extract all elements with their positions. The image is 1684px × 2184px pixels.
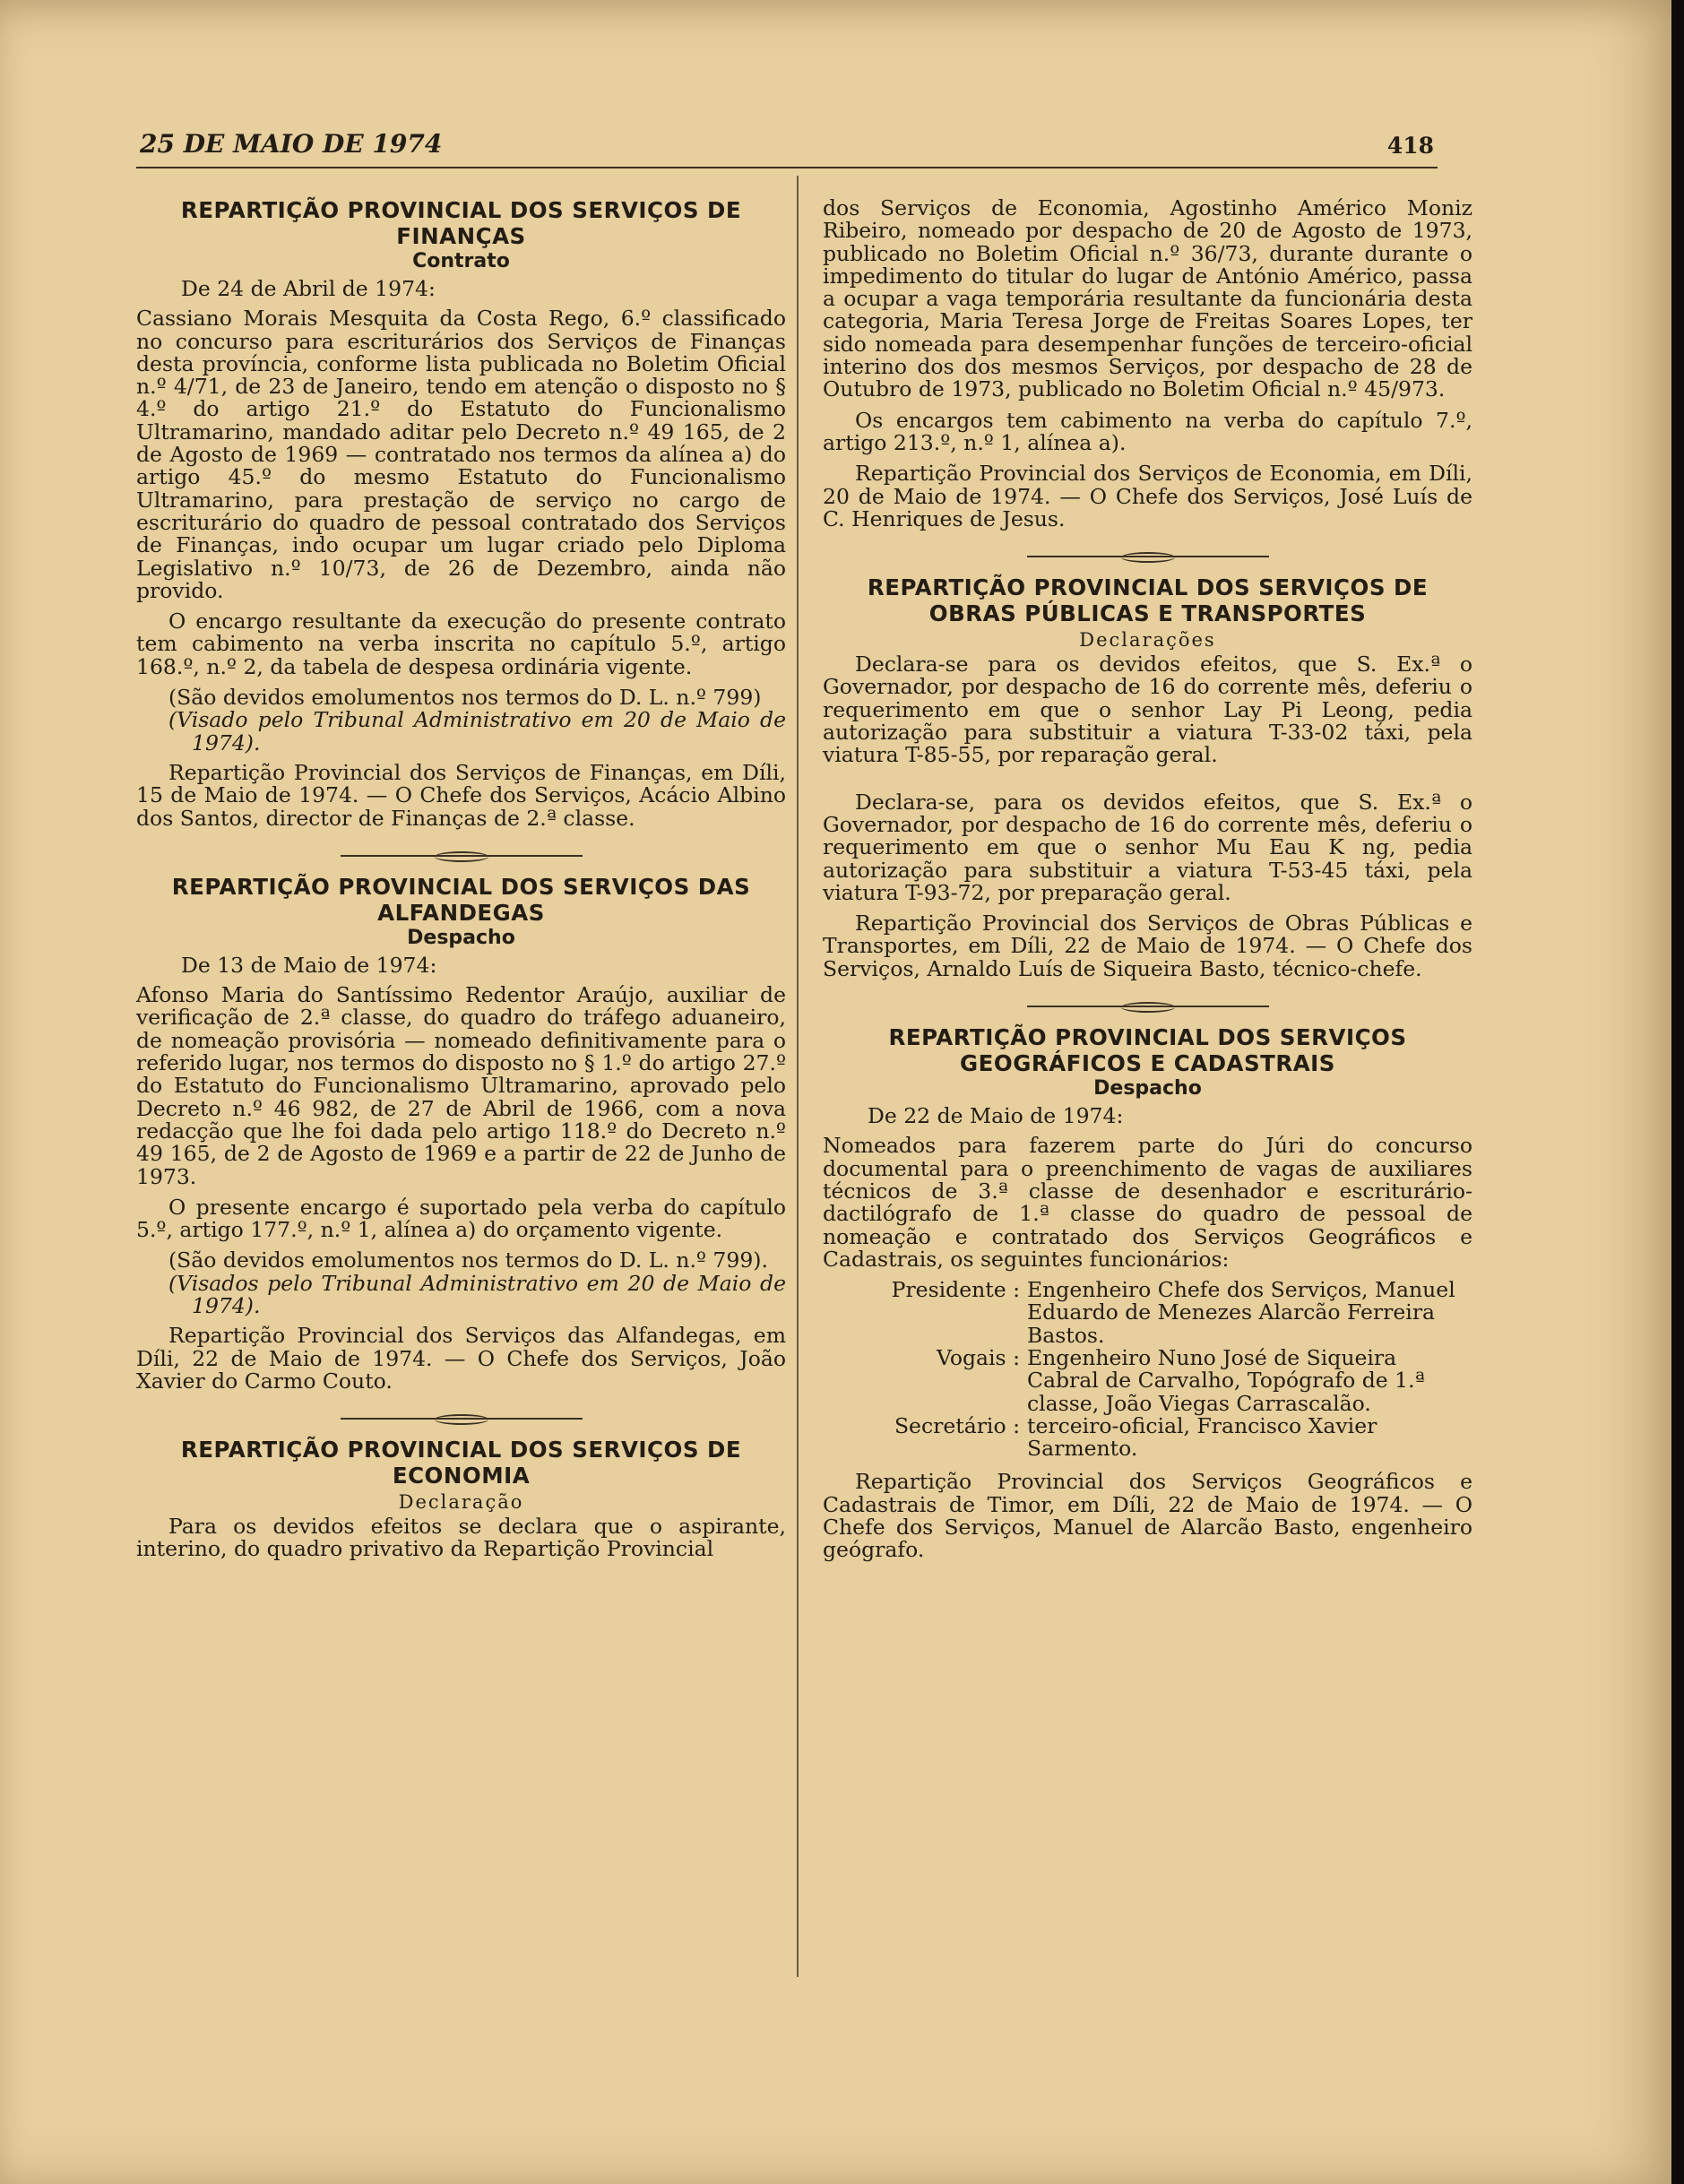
section-title: REPARTIÇÃO PROVINCIAL DOS SERVIÇOS DE FINANÇAS: [180, 197, 742, 249]
section-subtitle: Declarações: [1079, 629, 1216, 652]
signature: Repartição Provincial dos Serviços de Economia, em Díli, 20 de Maio de 1974. — O Chefe dos Serviços, José Luís de C. Henriques de Jesus.: [823, 461, 1472, 531]
signature: Repartição Provincial dos Serviços das Alfandegas, em Díli, 22 de Maio de 1974. — O Chefe dos Serviços, João Xavier do Carmo Couto.: [136, 1323, 786, 1394]
section-title: REPARTIÇÃO PROVINCIAL DOS SERVIÇOS DE OBRAS PÚBLICAS E TRANSPORTES: [867, 574, 1429, 627]
section-title: REPARTIÇÃO PROVINCIAL DOS SERVIÇOS GEOGRÁFICOS E CADASTRAIS: [888, 1024, 1407, 1077]
signature: Repartição Provincial dos Serviços de Obras Públicas e Transportes, em Díli, 22 de Maio de 1974. — O Chefe dos Serviços, Arnaldo Luís de Siqueira Basto, técnico-chefe.: [823, 911, 1472, 981]
section-date: De 13 de Maio de 1974:: [181, 952, 437, 978]
signature: Repartição Provincial dos Serviços Geográficos e Cadastrais de Timor, em Díli, 22 de Maio de 1974. — O Chefe dos Serviços, Manuel de Alarcão Basto, engenheiro geógrafo.: [823, 1469, 1472, 1563]
section-subtitle: Declaração: [398, 1491, 524, 1514]
page-number: 418: [1386, 133, 1434, 159]
section-economia-continued: [823, 197, 1472, 531]
jury-member: [823, 1279, 1472, 1347]
section-obras-publicas: [823, 574, 1472, 980]
section-subtitle: Contrato: [412, 250, 510, 272]
separator-ornament: [823, 988, 1472, 1024]
column-divider: [797, 176, 799, 1977]
note: (Visados pelo Tribunal Administrativo em 20 de Maio de 1974).: [168, 1270, 786, 1318]
jury-name: Engenheiro Nuno José de Siqueira Cabral de Carvalho, Topógrafo de 1.ª classe, João Viegas Carrascalão.: [1027, 1344, 1425, 1416]
jury-role: Secretário :: [894, 1412, 1020, 1438]
note: (São devidos emolumentos nos termos do D. L. n.º 799).: [168, 1247, 768, 1273]
paragraph: Nomeados para fazerem parte do Júri do concurso documental para o preenchimento de vagas de auxiliares técnicos de 3.ª classe de desenhador e escriturário-dactilógrafo de 1.ª classe do quadro de pessoal de nomeação e contratado dos Serviços Geográficos e Cadastrais, os seguintes funcionários:: [823, 1133, 1472, 1272]
header-date: 25 DE MAIO DE 1974: [140, 129, 443, 159]
paragraph: Cassiano Morais Mesquita da Costa Rego, 6.º classificado no concurso para escriturários dos Serviços de Finanças desta província, conforme lista publicada no Boletim Oficial n.º 4/71, de 23 de Janeiro, tendo em atenção o disposto no § 4.º do artigo 21.º do Estatuto do Funcionalismo Ultramarino, mandado aditar pelo Decreto n.º 49 165, de 2 de Agosto de 1969 — contratado nos termos da alínea a) do artigo 45.º do mesmo Estatuto do Funcionalismo Ultramarino, para prestação de serviço no cargo de escriturário do quadro de pessoal contratado dos Serviços de Finanças, indo ocupar um lugar criado pelo Diploma Legislativo n.º 10/73, de 26 de Dezembro, ainda não provido.: [136, 306, 786, 603]
jury-members: [823, 1279, 1472, 1460]
separator-ornament: [136, 838, 786, 874]
note: (São devidos emolumentos nos termos do D. L. n.º 799): [168, 685, 762, 711]
paragraph: O presente encargo é suportado pela verba do capítulo 5.º, artigo 177.º, n.º 1, alínea a) do orçamento vigente.: [136, 1194, 786, 1243]
section-title: REPARTIÇÃO PROVINCIAL DOS SERVIÇOS DAS ALFANDEGAS: [171, 873, 751, 926]
jury-member: [823, 1412, 1472, 1462]
note: (Visado pelo Tribunal Administrativo em 20 de Maio de 1974).: [168, 707, 786, 755]
separator-ornament: [823, 539, 1472, 574]
jury-role: Presidente :: [891, 1277, 1020, 1303]
paragraph: Para os devidos efeitos se declara que o aspirante, interino, do quadro privativo da Repartição Provincial: [136, 1514, 786, 1562]
section-date: De 22 de Maio de 1974:: [868, 1103, 1124, 1129]
separator-ornament: [136, 1401, 786, 1437]
paragraph: Declara-se, para os devidos efeitos, que S. Ex.ª o Governador, por despacho de 16 do corrente mês, deferiu o requerimento em que o senhor Mu Eau K ng, pedia autorização para substituir a viatura T-53-45 táxi, pela viatura T-93-72, por preparação geral.: [823, 789, 1472, 905]
jury-name: Engenheiro Chefe dos Serviços, Manuel Eduardo de Menezes Alarcão Ferreira Bastos.: [1027, 1277, 1455, 1348]
section-alfandegas: [136, 874, 786, 1393]
section-subtitle: Despacho: [1093, 1077, 1202, 1101]
page-edge: [1671, 0, 1684, 2184]
section-economia: [136, 1437, 786, 1561]
paragraph: dos Serviços de Economia, Agostinho Américo Moniz Ribeiro, nomeado por despacho de 20 de Agosto de 1973, publicado no Boletim Oficial n.º 36/73, durante durante o impedimento do titular do lugar de António Américo, passa a ocupar a vaga temporária resultante da funcionária desta categoria, Maria Teresa Jorge de Freitas Soares Lopes, ter sido nomeada para desempenhar funções de terceiro-oficial interino dos dos mesmos Serviços, por despacho de 28 de Outubro de 1973, publicado no Boletim Oficial n.º 45/973.: [823, 195, 1472, 402]
paragraph: Afonso Maria do Santíssimo Redentor Araújo, auxiliar de verificação de 2.ª classe, do quadro do tráfego aduaneiro, de nomeação provisória — nomeado definitivamente para o referido lugar, nos termos do disposto no § 1.º do artigo 27.º do Estatuto do Funcionalismo Ultramarino, aprovado pelo Decreto n.º 46 982, de 27 de Abril de 1966, com a nova redacção que lhe foi dada pelo artigo 118.º do Decreto n.º 49 165, de 2 de Agosto de 1969 e a partir de 22 de Junho de 1973.: [136, 982, 786, 1189]
section-title: REPARTIÇÃO PROVINCIAL DOS SERVIÇOS DE ECONOMIA: [180, 1437, 742, 1489]
section-subtitle: Despacho: [407, 926, 515, 949]
page-header: [136, 125, 1438, 168]
section-financas: [136, 197, 786, 830]
signature: Repartição Provincial dos Serviços de Finanças, em Díli, 15 de Maio de 1974. — O Chefe dos Serviços, Acácio Albino dos Santos, director de Finanças de 2.ª classe.: [136, 759, 786, 831]
right-column: [823, 197, 1472, 1570]
jury-name: terceiro-oficial, Francisco Xavier Sarmento.: [1027, 1412, 1377, 1462]
section-date: De 24 de Abril de 1974:: [181, 276, 436, 301]
section-geograficos: [823, 1024, 1472, 1562]
paragraph: O encargo resultante da execução do presente contrato tem cabimento na verba inscrita no capítulo 5.º, artigo 168.º, n.º 2, da tabela de despesa ordinária vigente.: [136, 609, 786, 679]
paragraph: Os encargos tem cabimento na verba do capítulo 7.º, artigo 213.º, n.º 1, alínea a).: [823, 407, 1472, 455]
jury-role: Vogais :: [937, 1344, 1020, 1370]
paragraph: Declara-se para os devidos efeitos, que S. Ex.ª o Governador, por despacho de 16 do corrente mês, deferiu o requerimento em que o senhor Lay Pi Leong, pedia autorização para substituir a viatura T-33-02 táxi, pela viatura T-85-55, por reparação geral.: [823, 652, 1472, 768]
left-column: [136, 197, 786, 1569]
jury-member: [823, 1344, 1472, 1416]
